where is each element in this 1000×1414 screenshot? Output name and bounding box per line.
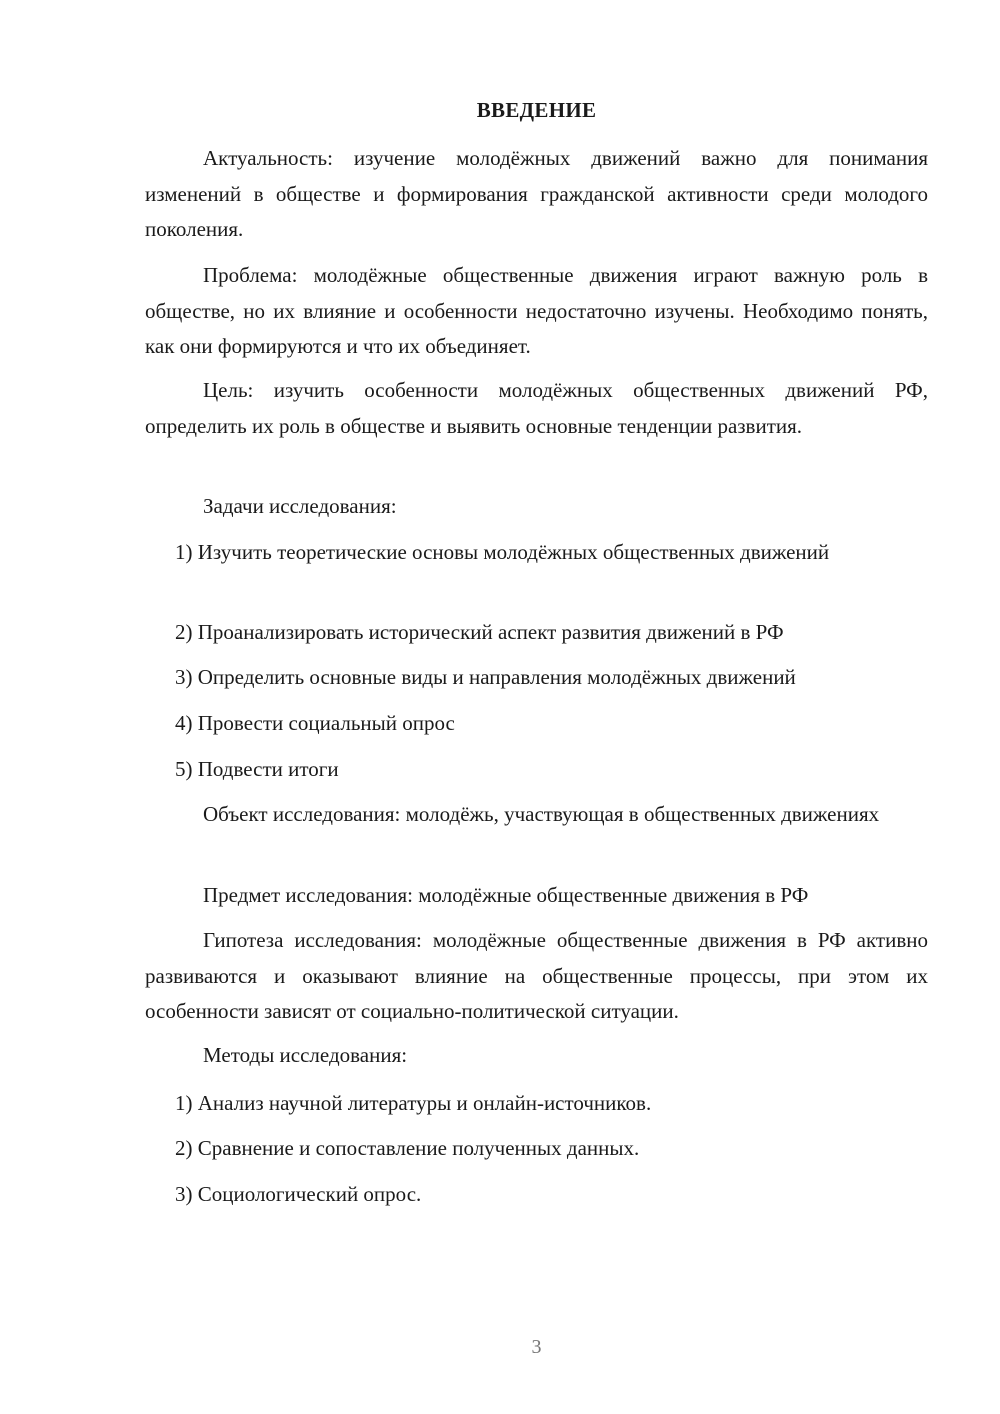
method-item: 1) Анализ научной литературы и онлайн-источников. xyxy=(175,1091,652,1115)
hypothesis-paragraph: Гипотеза исследования: молодёжные общественные движения в РФ активно развиваются и оказывают влияние на общественные процессы, при этом их особенности зависят от социально-политической ситуации. xyxy=(145,928,928,1023)
document-page xyxy=(145,0,928,1414)
page-number: 3 xyxy=(531,1336,542,1358)
task-item: 5) Подвести итоги xyxy=(175,757,339,781)
subject-paragraph: Предмет исследования: молодёжные общественные движения в РФ xyxy=(203,883,809,907)
tasks-heading: Задачи исследования: xyxy=(203,494,397,518)
page-title: ВВЕДЕНИЕ xyxy=(476,98,597,122)
method-item: 3) Социологический опрос. xyxy=(175,1182,422,1206)
methods-heading: Методы исследования: xyxy=(203,1043,408,1067)
goal-paragraph: Цель: изучить особенности молодёжных общественных движений РФ, определить их роль в обществе и выявить основные тенденции развития. xyxy=(145,378,928,438)
task-item: 3) Определить основные виды и направления молодёжных движений xyxy=(175,665,796,689)
task-item: 2) Проанализировать исторический аспект развития движений в РФ xyxy=(175,620,784,644)
object-paragraph: Объект исследования: молодёжь, участвующая в общественных движениях xyxy=(203,802,880,826)
method-item: 2) Сравнение и сопоставление полученных данных. xyxy=(175,1136,640,1160)
task-item: 1) Изучить теоретические основы молодёжных общественных движений xyxy=(175,540,830,564)
relevance-paragraph: Актуальность: изучение молодёжных движений важно для понимания изменений в обществе и формирования гражданской активности среди молодого поколения. xyxy=(145,146,928,241)
task-item: 4) Провести социальный опрос xyxy=(175,711,455,735)
problem-paragraph: Проблема: молодёжные общественные движения играют важную роль в обществе, но их влияние и особенности недостаточно изучены. Необходимо понять, как они формируются и что их объединяет. xyxy=(145,263,928,358)
